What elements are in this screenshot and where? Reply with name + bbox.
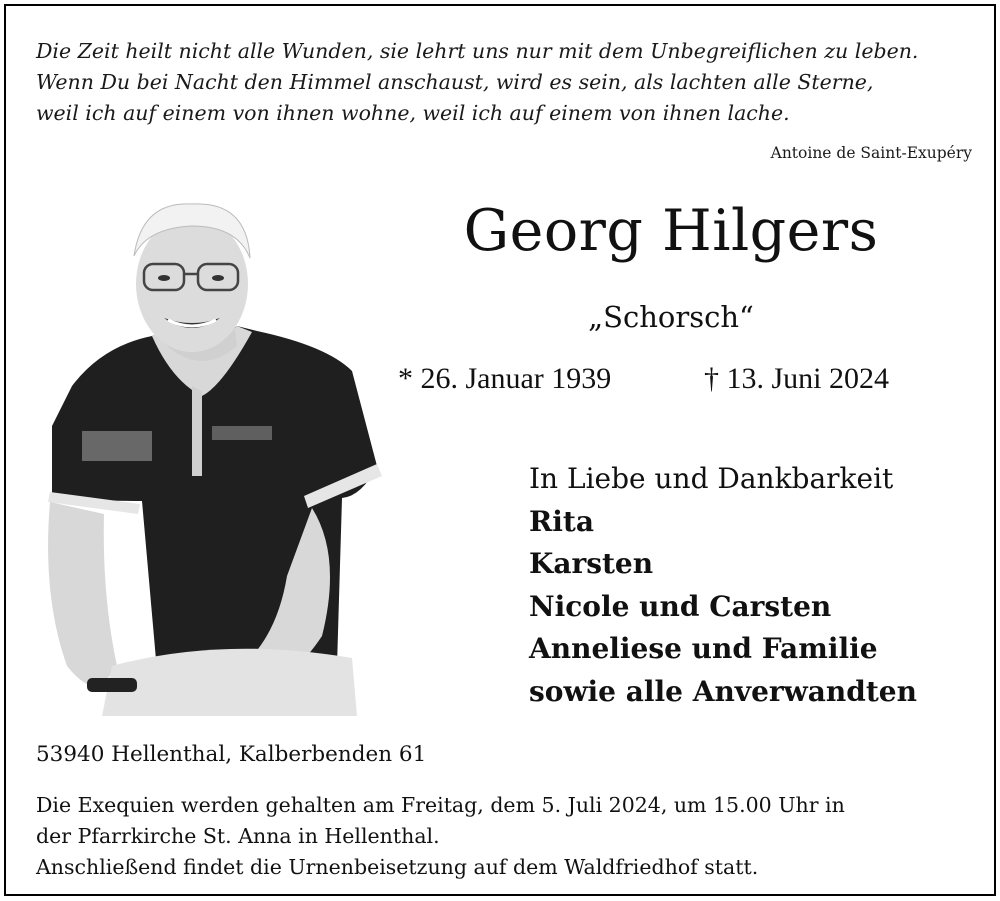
quote-line: Wenn Du bei Nacht den Himmel anschaust, wird es sein, als lachten alle Sterne, (36, 70, 874, 94)
quote-line: weil ich auf einem von ihnen wohne, weil ich auf einem von ihnen lache. (36, 101, 790, 125)
address: 53940 Hellenthal, Kalberbenden 61 (36, 742, 427, 767)
portrait-photo (42, 196, 392, 716)
service-info (36, 790, 976, 883)
death-date: † 13. Juni 2024 (704, 362, 890, 395)
quote (36, 36, 966, 129)
service-line: Die Exequien werden gehalten am Freitag, dem 5. Juli 2024, um 15.00 Uhr in (36, 793, 845, 817)
mourner-name: Karsten (529, 547, 654, 580)
obituary-notice (4, 4, 996, 896)
mourner-name: Rita (529, 504, 594, 538)
mourner-name: Anneliese und Familie (529, 632, 878, 665)
quote-author: Antoine de Saint-Exupéry (770, 144, 972, 162)
service-line: Anschließend findet die Urnenbeisetzung auf dem Waldfriedhof statt. (36, 855, 759, 879)
mourners-list (529, 458, 917, 713)
deceased-nickname: „Schorsch“ (588, 300, 754, 334)
service-line: der Pfarrkirche St. Anna in Hellenthal. (36, 824, 440, 848)
quote-line: Die Zeit heilt nicht alle Wunden, sie lehrt uns nur mit dem Unbegreiflichen zu leben. (36, 39, 919, 63)
birth-date: * 26. Januar 1939 (398, 362, 612, 395)
mourner-name: sowie alle Anverwandten (529, 674, 917, 708)
mourner-name: Nicole und Carsten (529, 589, 832, 623)
mourners-intro: In Liebe und Dankbarkeit (529, 462, 894, 495)
deceased-name: Georg Hilgers (463, 198, 879, 264)
